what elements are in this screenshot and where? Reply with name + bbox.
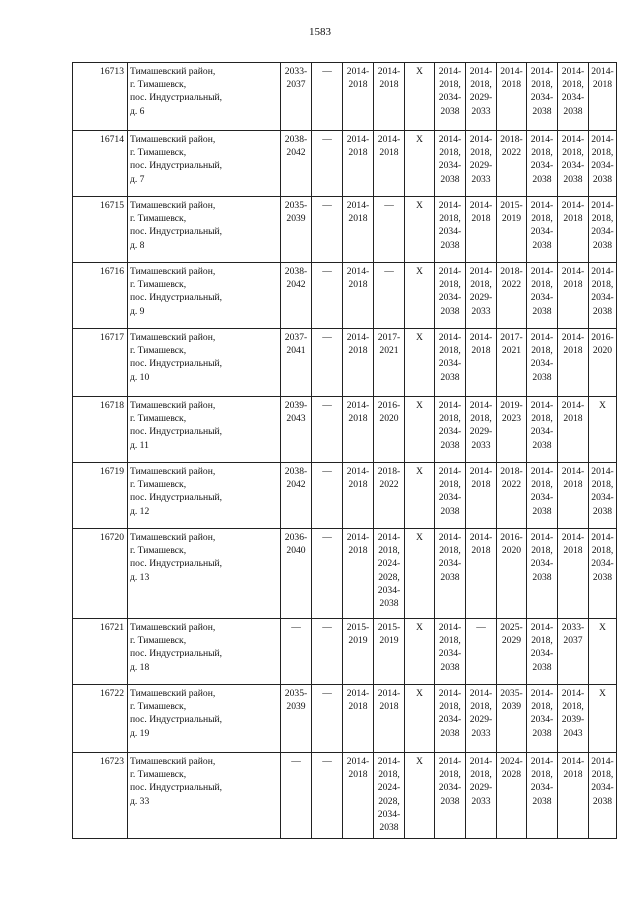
period-cell: 2014- 2018, 2034- 2038 [558,63,589,131]
period-cell: 2014- 2018, 2029- 2033 [466,397,497,463]
period-cell: 2014- 2018, 2034- 2038 [435,63,466,131]
period-cell: 2014- 2018, 2034- 2038 [527,619,558,685]
address-cell: Тимашевский район, г. Тимашевск, пос. Индустриальный, д. 7 [128,131,281,197]
record-number: 16720 [73,529,128,619]
period-cell: 2015- 2019 [497,197,527,263]
period-cell: — [312,63,343,131]
address-cell: Тимашевский район, г. Тимашевск, пос. Индустриальный, д. 6 [128,63,281,131]
period-cell: 2014- 2018 [374,131,405,197]
period-cell: 2014- 2018, 2034- 2038 [589,529,617,619]
period-cell: X [405,463,435,529]
period-cell: 2014- 2018, 2034- 2038 [558,131,589,197]
period-cell: 2037- 2041 [281,329,312,397]
registry-body [73,63,617,839]
record-number: 16719 [73,463,128,529]
period-cell: 2014- 2018, 2029- 2033 [466,263,497,329]
address-cell: Тимашевский район, г. Тимашевск, пос. Индустриальный, д. 10 [128,329,281,397]
period-cell: 2014- 2018, 2034- 2038 [589,263,617,329]
period-cell: 2014- 2018, 2034- 2038 [527,397,558,463]
period-cell: 2014- 2018, 2034- 2038 [527,529,558,619]
period-cell: 2014- 2018, 2034- 2038 [435,463,466,529]
period-cell: — [312,329,343,397]
period-cell: 2014- 2018 [466,329,497,397]
record-number: 16714 [73,131,128,197]
period-cell: — [466,619,497,685]
period-cell: 2018- 2022 [497,263,527,329]
period-cell: — [312,131,343,197]
table-row [73,131,617,197]
record-number: 16718 [73,397,128,463]
period-cell: 2038- 2042 [281,131,312,197]
period-cell: 2017- 2021 [497,329,527,397]
period-cell: 2014- 2018, 2034- 2038 [435,197,466,263]
registry-table [72,62,617,839]
period-cell: X [405,685,435,753]
period-cell: X [405,529,435,619]
period-cell: 2018- 2022 [374,463,405,529]
period-cell: X [405,329,435,397]
period-cell: — [312,685,343,753]
period-cell: 2014- 2018, 2039- 2043 [558,685,589,753]
period-cell: 2014- 2018, 2034- 2038 [527,263,558,329]
period-cell: 2014- 2018, 2024- 2028, 2034- 2038 [374,529,405,619]
table-row [73,529,617,619]
address-cell: Тимашевский район, г. Тимашевск, пос. Индустриальный, д. 19 [128,685,281,753]
period-cell: 2014- 2018, 2034- 2038 [527,329,558,397]
address-cell: Тимашевский район, г. Тимашевск, пос. Индустриальный, д. 8 [128,197,281,263]
period-cell: 2014- 2018 [466,463,497,529]
table-row [73,753,617,839]
period-cell: 2014- 2018 [343,685,374,753]
record-number: 16722 [73,685,128,753]
period-cell: 2014- 2018, 2034- 2038 [589,463,617,529]
period-cell: 2014- 2018, 2029- 2033 [466,131,497,197]
period-cell: 2019- 2023 [497,397,527,463]
period-cell: — [312,529,343,619]
period-cell: — [312,753,343,839]
period-cell: X [589,397,617,463]
period-cell: X [405,63,435,131]
period-cell: 2017- 2021 [374,329,405,397]
period-cell: 2016- 2020 [374,397,405,463]
period-cell: — [312,197,343,263]
period-cell: 2014- 2018 [343,753,374,839]
period-cell: 2035- 2039 [497,685,527,753]
period-cell: 2014- 2018 [558,529,589,619]
record-number: 16716 [73,263,128,329]
record-number: 16721 [73,619,128,685]
period-cell: X [405,197,435,263]
period-cell: 2018- 2022 [497,463,527,529]
period-cell: X [589,619,617,685]
period-cell: 2035- 2039 [281,685,312,753]
period-cell: 2014- 2018 [558,463,589,529]
table-row [73,263,617,329]
period-cell: 2014- 2018, 2034- 2038 [527,685,558,753]
period-cell: 2014- 2018, 2034- 2038 [435,685,466,753]
period-cell: 2014- 2018, 2034- 2038 [589,131,617,197]
period-cell: 2015- 2019 [343,619,374,685]
period-cell: — [374,197,405,263]
period-cell: 2014- 2018, 2034- 2038 [435,263,466,329]
period-cell: — [312,397,343,463]
address-cell: Тимашевский район, г. Тимашевск, пос. Индустриальный, д. 9 [128,263,281,329]
period-cell: 2014- 2018 [558,753,589,839]
period-cell: 2014- 2018, 2029- 2033 [466,685,497,753]
table-row [73,619,617,685]
period-cell: 2016- 2020 [589,329,617,397]
period-cell: X [405,263,435,329]
period-cell: 2016- 2020 [497,529,527,619]
table-row [73,685,617,753]
period-cell: 2039- 2043 [281,397,312,463]
address-cell: Тимашевский район, г. Тимашевск, пос. Индустриальный, д. 18 [128,619,281,685]
period-cell: 2038- 2042 [281,463,312,529]
period-cell: 2014- 2018, 2029- 2033 [466,63,497,131]
period-cell: — [374,263,405,329]
address-cell: Тимашевский район, г. Тимашевск, пос. Индустриальный, д. 13 [128,529,281,619]
period-cell: 2014- 2018 [343,63,374,131]
period-cell: 2014- 2018 [374,63,405,131]
address-cell: Тимашевский район, г. Тимашевск, пос. Индустриальный, д. 11 [128,397,281,463]
table-row [73,329,617,397]
period-cell: 2014- 2018 [343,463,374,529]
period-cell: 2014- 2018 [343,197,374,263]
period-cell: — [281,619,312,685]
address-cell: Тимашевский район, г. Тимашевск, пос. Индустриальный, д. 12 [128,463,281,529]
period-cell: 2018- 2022 [497,131,527,197]
table-row [73,197,617,263]
period-cell: 2014- 2018 [343,329,374,397]
period-cell: 2014- 2018, 2034- 2038 [435,753,466,839]
period-cell: — [281,753,312,839]
period-cell: 2014- 2018, 2034- 2038 [435,397,466,463]
table-row [73,397,617,463]
period-cell: 2014- 2018 [343,529,374,619]
period-cell: 2014- 2018, 2034- 2038 [527,131,558,197]
period-cell: 2014- 2018, 2034- 2038 [435,529,466,619]
period-cell: 2014- 2018, 2034- 2038 [589,197,617,263]
period-cell: 2015- 2019 [374,619,405,685]
period-cell: 2033- 2037 [558,619,589,685]
period-cell: — [312,619,343,685]
record-number: 16717 [73,329,128,397]
period-cell: 2025- 2029 [497,619,527,685]
period-cell: 2014- 2018 [343,263,374,329]
page-number: 1583 [309,26,331,38]
period-cell: — [312,263,343,329]
period-cell: 2014- 2018 [558,329,589,397]
record-number: 16723 [73,753,128,839]
address-cell: Тимашевский район, г. Тимашевск, пос. Индустриальный, д. 33 [128,753,281,839]
period-cell: 2014- 2018 [343,397,374,463]
period-cell: 2024- 2028 [497,753,527,839]
period-cell: X [405,131,435,197]
table-row [73,463,617,529]
period-cell: 2014- 2018, 2034- 2038 [527,63,558,131]
record-number: 16715 [73,197,128,263]
record-number: 16713 [73,63,128,131]
period-cell: X [405,753,435,839]
period-cell: X [405,619,435,685]
period-cell: 2014- 2018, 2034- 2038 [527,753,558,839]
period-cell: 2033- 2037 [281,63,312,131]
period-cell: 2014- 2018, 2034- 2038 [527,463,558,529]
period-cell: 2014- 2018, 2034- 2038 [435,619,466,685]
period-cell: 2014- 2018 [558,263,589,329]
period-cell: 2014- 2018 [343,131,374,197]
period-cell: 2014- 2018, 2034- 2038 [589,753,617,839]
period-cell: 2035- 2039 [281,197,312,263]
period-cell: 2014- 2018 [589,63,617,131]
period-cell: 2036- 2040 [281,529,312,619]
period-cell: — [312,463,343,529]
table-row [73,63,617,131]
period-cell: 2014- 2018 [558,397,589,463]
period-cell: 2014- 2018 [466,529,497,619]
period-cell: 2014- 2018, 2034- 2038 [527,197,558,263]
period-cell: 2014- 2018, 2024- 2028, 2034- 2038 [374,753,405,839]
period-cell: 2014- 2018 [497,63,527,131]
period-cell: X [589,685,617,753]
period-cell: 2038- 2042 [281,263,312,329]
period-cell: 2014- 2018, 2029- 2033 [466,753,497,839]
period-cell: 2014- 2018 [558,197,589,263]
period-cell: 2014- 2018 [374,685,405,753]
period-cell: 2014- 2018, 2034- 2038 [435,131,466,197]
period-cell: 2014- 2018 [466,197,497,263]
period-cell: X [405,397,435,463]
period-cell: 2014- 2018, 2034- 2038 [435,329,466,397]
